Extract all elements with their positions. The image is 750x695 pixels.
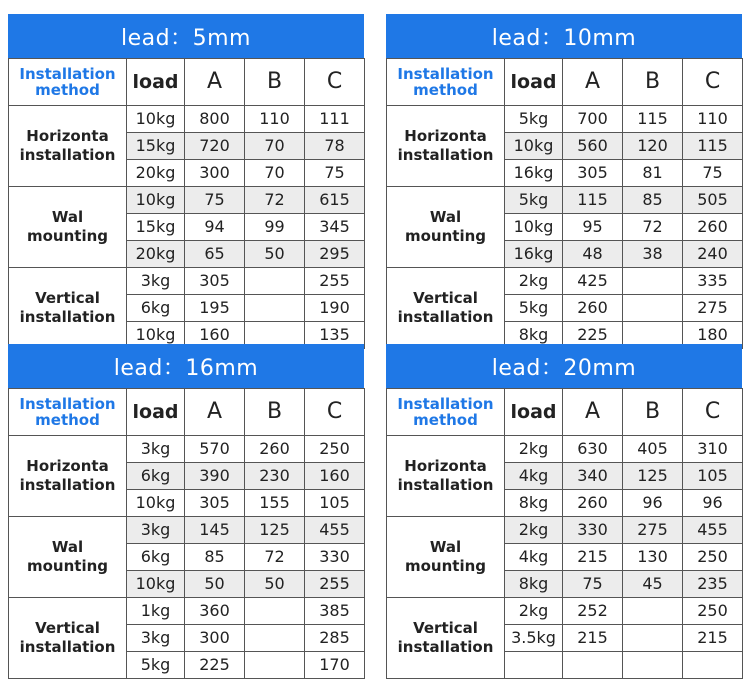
value-c-cell: 250 — [305, 436, 365, 463]
method-cell: Vertical installation — [9, 268, 127, 349]
value-b-cell — [623, 652, 683, 679]
value-c-cell — [683, 652, 743, 679]
value-c-cell: 170 — [305, 652, 365, 679]
value-c-cell: 111 — [305, 106, 365, 133]
load-cell: 15kg — [127, 133, 185, 160]
value-b-cell: 70 — [245, 160, 305, 187]
header-row — [9, 59, 365, 106]
value-c-cell: 385 — [305, 598, 365, 625]
value-a-cell: 94 — [185, 214, 245, 241]
load-cell: 10kg — [127, 187, 185, 214]
load-cell: 16kg — [505, 241, 563, 268]
header-method: Installation method — [9, 389, 127, 436]
value-c-cell: 275 — [683, 295, 743, 322]
value-a-cell: 700 — [563, 106, 623, 133]
header-b: B — [245, 59, 305, 106]
value-c-cell: 455 — [683, 517, 743, 544]
value-a-cell: 48 — [563, 241, 623, 268]
value-b-cell: 120 — [623, 133, 683, 160]
header-row — [387, 59, 743, 106]
value-c-cell: 135 — [305, 322, 365, 349]
load-cell: 3kg — [127, 268, 185, 295]
value-b-cell — [245, 268, 305, 295]
load-cell: 16kg — [505, 160, 563, 187]
value-a-cell: 630 — [563, 436, 623, 463]
header-b: B — [245, 389, 305, 436]
table-row — [9, 106, 365, 133]
table-row — [9, 268, 365, 295]
value-c-cell: 455 — [305, 517, 365, 544]
value-c-cell: 190 — [305, 295, 365, 322]
header-row — [9, 389, 365, 436]
value-b-cell: 96 — [623, 490, 683, 517]
value-c-cell: 255 — [305, 571, 365, 598]
value-a-cell: 360 — [185, 598, 245, 625]
header-method: Installation method — [387, 389, 505, 436]
value-a-cell: 225 — [185, 652, 245, 679]
load-cell: 3kg — [127, 625, 185, 652]
value-b-cell: 50 — [245, 571, 305, 598]
table-row — [387, 106, 743, 133]
value-c-cell: 250 — [683, 544, 743, 571]
value-a-cell: 305 — [563, 160, 623, 187]
value-b-cell: 130 — [623, 544, 683, 571]
value-b-cell: 85 — [623, 187, 683, 214]
value-b-cell: 110 — [245, 106, 305, 133]
header-a: A — [185, 59, 245, 106]
value-b-cell — [623, 625, 683, 652]
load-cell: 3kg — [127, 436, 185, 463]
value-b-cell — [245, 652, 305, 679]
value-a-cell: 215 — [563, 544, 623, 571]
value-b-cell — [623, 295, 683, 322]
method-cell: Horizonta installation — [387, 436, 505, 517]
header-c: C — [305, 389, 365, 436]
method-cell: Horizonta installation — [387, 106, 505, 187]
value-a-cell: 85 — [185, 544, 245, 571]
value-b-cell: 45 — [623, 571, 683, 598]
value-a-cell: 390 — [185, 463, 245, 490]
load-cell: 15kg — [127, 214, 185, 241]
header-b: B — [623, 389, 683, 436]
table-row — [387, 517, 743, 544]
value-a-cell: 305 — [185, 268, 245, 295]
value-b-cell: 38 — [623, 241, 683, 268]
value-c-cell: 505 — [683, 187, 743, 214]
spec-table — [8, 388, 365, 679]
value-a-cell: 95 — [563, 214, 623, 241]
load-cell: 2kg — [505, 436, 563, 463]
value-b-cell: 405 — [623, 436, 683, 463]
load-cell: 2kg — [505, 598, 563, 625]
value-b-cell: 125 — [245, 517, 305, 544]
header-b: B — [623, 59, 683, 106]
load-cell: 10kg — [127, 106, 185, 133]
value-a-cell: 115 — [563, 187, 623, 214]
value-a-cell: 50 — [185, 571, 245, 598]
value-a-cell: 65 — [185, 241, 245, 268]
load-cell: 6kg — [127, 295, 185, 322]
load-cell: 5kg — [505, 106, 563, 133]
value-c-cell: 235 — [683, 571, 743, 598]
value-c-cell: 240 — [683, 241, 743, 268]
panel-title: lead：16mm — [8, 344, 364, 388]
value-a-cell: 570 — [185, 436, 245, 463]
load-cell: 1kg — [127, 598, 185, 625]
method-cell: Wal mounting — [9, 517, 127, 598]
method-cell: Wal mounting — [387, 187, 505, 268]
load-cell: 10kg — [127, 322, 185, 349]
value-c-cell: 345 — [305, 214, 365, 241]
method-cell: Horizonta installation — [9, 106, 127, 187]
panel-title: lead：5mm — [8, 14, 364, 58]
value-b-cell: 72 — [245, 544, 305, 571]
value-c-cell: 105 — [683, 463, 743, 490]
method-cell: Vertical installation — [387, 268, 505, 349]
load-cell: 3kg — [127, 517, 185, 544]
value-b-cell: 70 — [245, 133, 305, 160]
value-b-cell: 99 — [245, 214, 305, 241]
table-row — [9, 598, 365, 625]
value-a-cell: 252 — [563, 598, 623, 625]
load-cell: 10kg — [127, 571, 185, 598]
table-row — [9, 436, 365, 463]
load-cell: 6kg — [127, 544, 185, 571]
load-cell: 8kg — [505, 322, 563, 349]
value-c-cell: 250 — [683, 598, 743, 625]
header-row — [387, 389, 743, 436]
header-a: A — [563, 59, 623, 106]
method-cell: Wal mounting — [387, 517, 505, 598]
value-a-cell: 260 — [563, 490, 623, 517]
value-c-cell: 615 — [305, 187, 365, 214]
value-b-cell: 125 — [623, 463, 683, 490]
load-cell: 2kg — [505, 517, 563, 544]
table-row — [387, 598, 743, 625]
value-b-cell: 50 — [245, 241, 305, 268]
value-c-cell: 75 — [305, 160, 365, 187]
value-c-cell: 180 — [683, 322, 743, 349]
value-a-cell: 215 — [563, 625, 623, 652]
load-cell: 4kg — [505, 544, 563, 571]
value-c-cell: 335 — [683, 268, 743, 295]
header-method: Installation method — [387, 59, 505, 106]
table-row — [9, 187, 365, 214]
header-a: A — [563, 389, 623, 436]
value-b-cell: 72 — [623, 214, 683, 241]
value-a-cell: 330 — [563, 517, 623, 544]
value-a-cell: 225 — [563, 322, 623, 349]
load-cell: 20kg — [127, 160, 185, 187]
header-a: A — [185, 389, 245, 436]
table-row — [387, 268, 743, 295]
value-b-cell: 81 — [623, 160, 683, 187]
value-c-cell: 255 — [305, 268, 365, 295]
header-c: C — [683, 59, 743, 106]
value-c-cell: 110 — [683, 106, 743, 133]
header-c: C — [683, 389, 743, 436]
panel-title: lead：20mm — [386, 344, 742, 388]
value-a-cell: 340 — [563, 463, 623, 490]
spec-table — [8, 58, 365, 349]
value-c-cell: 310 — [683, 436, 743, 463]
load-cell: 3.5kg — [505, 625, 563, 652]
value-a-cell: 305 — [185, 490, 245, 517]
value-b-cell: 260 — [245, 436, 305, 463]
value-a-cell: 300 — [185, 160, 245, 187]
load-cell: 4kg — [505, 463, 563, 490]
panel-title: lead：10mm — [386, 14, 742, 58]
method-cell: Wal mounting — [9, 187, 127, 268]
value-a-cell: 425 — [563, 268, 623, 295]
method-cell: Vertical installation — [387, 598, 505, 679]
value-a-cell: 560 — [563, 133, 623, 160]
value-c-cell: 105 — [305, 490, 365, 517]
load-cell: 10kg — [505, 214, 563, 241]
load-cell: 5kg — [127, 652, 185, 679]
lead-panel — [8, 14, 364, 349]
load-cell: 10kg — [127, 490, 185, 517]
value-b-cell — [245, 295, 305, 322]
value-c-cell: 215 — [683, 625, 743, 652]
value-a-cell: 300 — [185, 625, 245, 652]
load-cell: 8kg — [505, 571, 563, 598]
lead-panel — [386, 14, 742, 349]
value-a-cell: 800 — [185, 106, 245, 133]
load-cell: 20kg — [127, 241, 185, 268]
value-c-cell: 78 — [305, 133, 365, 160]
value-b-cell: 155 — [245, 490, 305, 517]
table-row — [9, 517, 365, 544]
load-cell: 8kg — [505, 490, 563, 517]
value-b-cell — [245, 625, 305, 652]
header-load: load — [505, 389, 563, 436]
spec-table — [386, 388, 743, 679]
value-a-cell — [563, 652, 623, 679]
value-c-cell: 160 — [305, 463, 365, 490]
load-cell: 6kg — [127, 463, 185, 490]
value-c-cell: 75 — [683, 160, 743, 187]
value-b-cell: 275 — [623, 517, 683, 544]
value-b-cell — [623, 598, 683, 625]
load-cell: 10kg — [505, 133, 563, 160]
load-cell: 5kg — [505, 295, 563, 322]
value-b-cell: 115 — [623, 106, 683, 133]
header-load: load — [127, 389, 185, 436]
value-c-cell: 115 — [683, 133, 743, 160]
value-c-cell: 96 — [683, 490, 743, 517]
value-a-cell: 195 — [185, 295, 245, 322]
header-load: load — [127, 59, 185, 106]
value-b-cell: 230 — [245, 463, 305, 490]
header-c: C — [305, 59, 365, 106]
value-a-cell: 260 — [563, 295, 623, 322]
load-cell: 5kg — [505, 187, 563, 214]
value-b-cell — [623, 268, 683, 295]
value-b-cell: 72 — [245, 187, 305, 214]
value-c-cell: 295 — [305, 241, 365, 268]
lead-panel — [386, 344, 742, 679]
spec-table — [386, 58, 743, 349]
value-a-cell: 720 — [185, 133, 245, 160]
method-cell: Vertical installation — [9, 598, 127, 679]
table-row — [387, 436, 743, 463]
value-a-cell: 75 — [185, 187, 245, 214]
lead-panel — [8, 344, 364, 679]
value-c-cell: 330 — [305, 544, 365, 571]
value-a-cell: 75 — [563, 571, 623, 598]
value-b-cell — [245, 598, 305, 625]
table-row — [387, 187, 743, 214]
load-cell: 2kg — [505, 268, 563, 295]
value-a-cell: 160 — [185, 322, 245, 349]
load-cell — [505, 652, 563, 679]
value-c-cell: 285 — [305, 625, 365, 652]
value-a-cell: 145 — [185, 517, 245, 544]
value-c-cell: 260 — [683, 214, 743, 241]
method-cell: Horizonta installation — [9, 436, 127, 517]
header-load: load — [505, 59, 563, 106]
header-method: Installation method — [9, 59, 127, 106]
